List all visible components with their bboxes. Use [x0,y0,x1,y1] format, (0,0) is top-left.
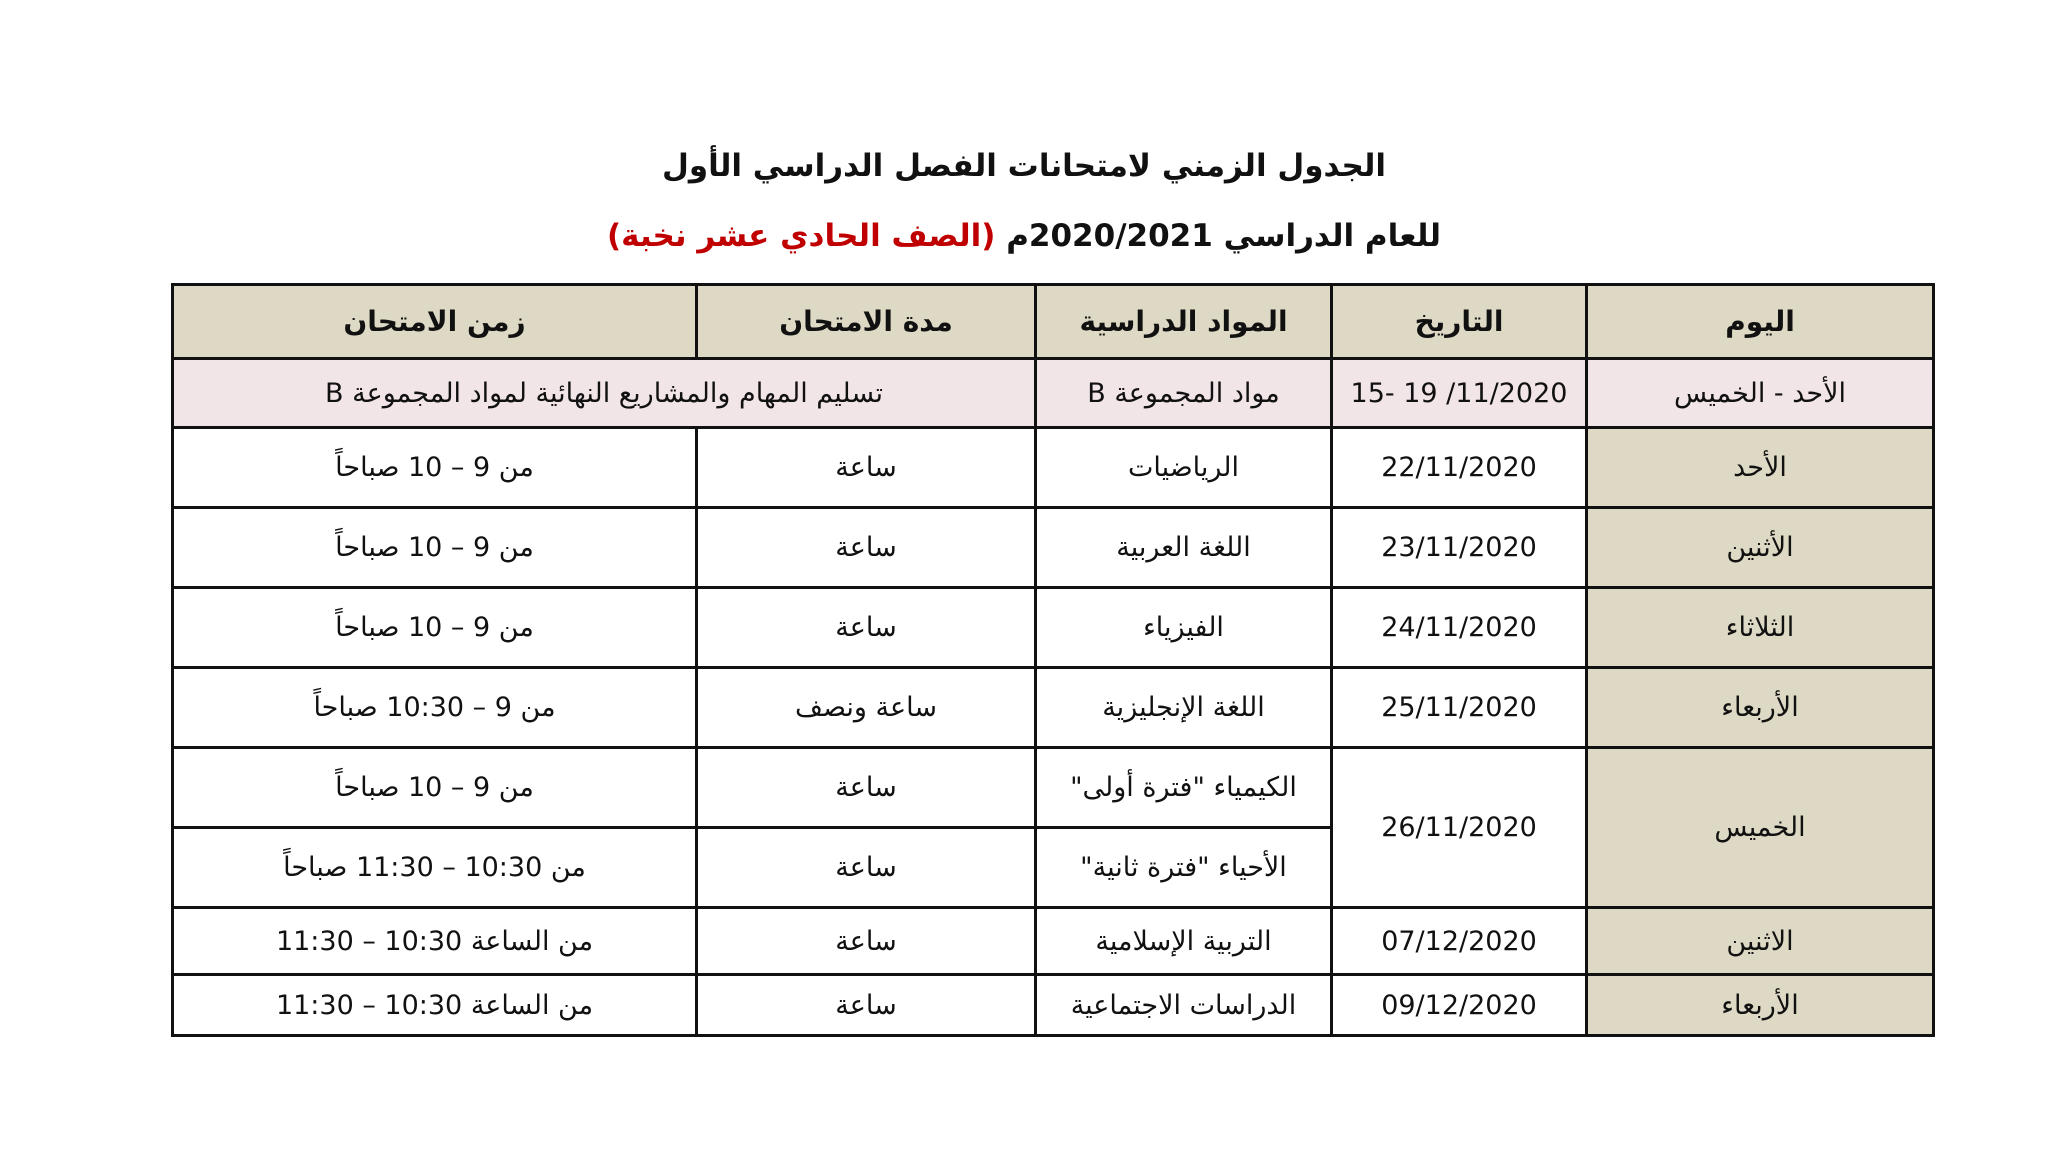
cell-day: الأربعاء [1587,975,1934,1036]
cell-duration: ساعة [697,508,1036,588]
header-day: اليوم [1587,285,1934,359]
cell-time: من 9 – 10 صباحاً [173,508,697,588]
cell-date: 09/12/2020 [1332,975,1587,1036]
cell-duration: ساعة ونصف [697,668,1036,748]
cell-subject: التربية الإسلامية [1036,908,1332,975]
class-name-highlight: (الصف الحادي عشر نخبة) [606,218,996,254]
cell-subject: اللغة العربية [1036,508,1332,588]
table-row [173,428,1934,508]
cell-date: 23/11/2020 [1332,508,1587,588]
cell-duration: ساعة [697,828,1036,908]
cell-duration: ساعة [697,908,1036,975]
header-subject: المواد الدراسية [1036,285,1332,359]
cell-subject: الدراسات الاجتماعية [1036,975,1332,1036]
cell-day: الأثنين [1587,508,1934,588]
header-time: زمن الامتحان [173,285,697,359]
table-row [173,588,1934,668]
table-row-thursday-session-1 [173,748,1934,828]
header-duration: مدة الامتحان [697,285,1036,359]
page-title: الجدول الزمني لامتحانات الفصل الدراسي الأول [661,148,1387,184]
cell-time: من 9 – 10:30 صباحاً [173,668,697,748]
cell-subject: مواد المجموعة B [1036,359,1332,428]
exam-schedule-table-container [171,283,1932,1037]
cell-day: الأربعاء [1587,668,1934,748]
table-row [173,668,1934,748]
cell-time: من 9 – 10 صباحاً [173,588,697,668]
cell-date: 07/12/2020 [1332,908,1587,975]
cell-subject: الكيمياء "فترة أولى" [1036,748,1332,828]
table-row [173,975,1934,1036]
cell-date: 26/11/2020 [1332,748,1587,908]
cell-day: الخميس [1587,748,1934,908]
cell-date: 25/11/2020 [1332,668,1587,748]
cell-subject: الرياضيات [1036,428,1332,508]
cell-time: من الساعة 10:30 – 11:30 [173,975,697,1036]
table-row [173,908,1934,975]
exam-schedule-table [171,283,1935,1037]
cell-date: 24/11/2020 [1332,588,1587,668]
page-subtitle [0,218,2048,254]
cell-day: الاثنين [1587,908,1934,975]
academic-year-text: للعام الدراسي 2020/2021م [995,218,1442,254]
cell-time: من 9 – 10 صباحاً [173,428,697,508]
cell-day: الأحد [1587,428,1934,508]
cell-day: الأحد - الخميس [1587,359,1934,428]
cell-duration: ساعة [697,428,1036,508]
cell-duration: ساعة [697,975,1036,1036]
cell-time: من 9 – 10 صباحاً [173,748,697,828]
cell-subject: الفيزياء [1036,588,1332,668]
cell-day: الثلاثاء [1587,588,1934,668]
table-header-row [173,285,1934,359]
group-b-row [173,359,1934,428]
header-date: التاريخ [1332,285,1587,359]
cell-subject: اللغة الإنجليزية [1036,668,1332,748]
cell-duration: ساعة [697,588,1036,668]
cell-time: من 10:30 – 11:30 صباحاً [173,828,697,908]
table-row [173,508,1934,588]
cell-time: من الساعة 10:30 – 11:30 [173,908,697,975]
cell-duration: ساعة [697,748,1036,828]
cell-subject: الأحياء "فترة ثانية" [1036,828,1332,908]
cell-date: 22/11/2020 [1332,428,1587,508]
cell-group-b-note: تسليم المهام والمشاريع النهائية لمواد المجموعة B [173,359,1036,428]
cell-date: 15- 19 /11/2020 [1332,359,1587,428]
